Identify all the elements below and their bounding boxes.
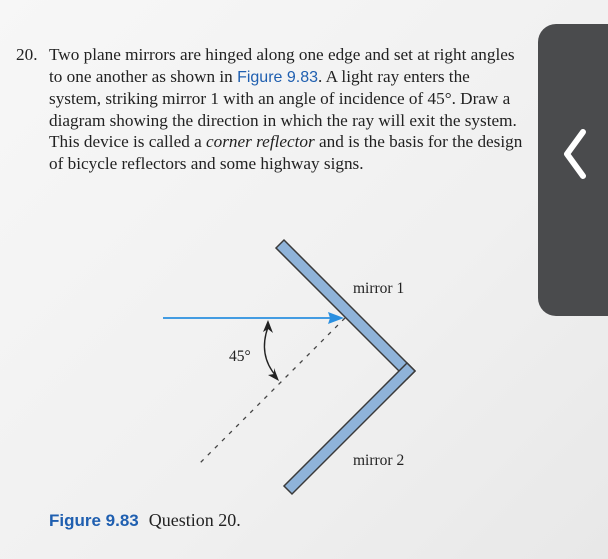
normal-line bbox=[197, 318, 345, 466]
term-corner-reflector: corner reflector bbox=[206, 132, 315, 151]
angle-arc bbox=[264, 327, 276, 376]
mirror-2 bbox=[284, 363, 415, 494]
arc-arrowhead-top bbox=[263, 320, 273, 333]
question-text-part: and is the basis for the design of bicycle reflectors and some highway signs. bbox=[49, 132, 523, 173]
figure-caption bbox=[49, 510, 241, 531]
chevron-left-icon[interactable] bbox=[555, 126, 595, 182]
question-text-part: . A light ray enters the system, striking mirror 1 with an angle of incidence of 45°. Draw a diagram showing the direction in which the ray will exit the system. This device is called a bbox=[49, 66, 517, 151]
mirror-1-label: mirror 1 bbox=[353, 280, 405, 297]
question-number: 20. bbox=[16, 45, 38, 64]
mirror-2-label: mirror 2 bbox=[353, 452, 405, 469]
question-text-part: Two plane mirrors are hinged along one edge and set at right angles to one another as shown in bbox=[49, 45, 515, 86]
mirror-1 bbox=[276, 240, 415, 379]
figure-reference-link[interactable]: Figure 9.83 bbox=[237, 68, 319, 86]
arc-arrowhead-bottom bbox=[268, 368, 279, 381]
caption-text: Question 20. bbox=[148, 510, 241, 530]
caption-label: Figure 9.83 bbox=[49, 511, 139, 530]
angle-label: 45° bbox=[229, 348, 251, 365]
